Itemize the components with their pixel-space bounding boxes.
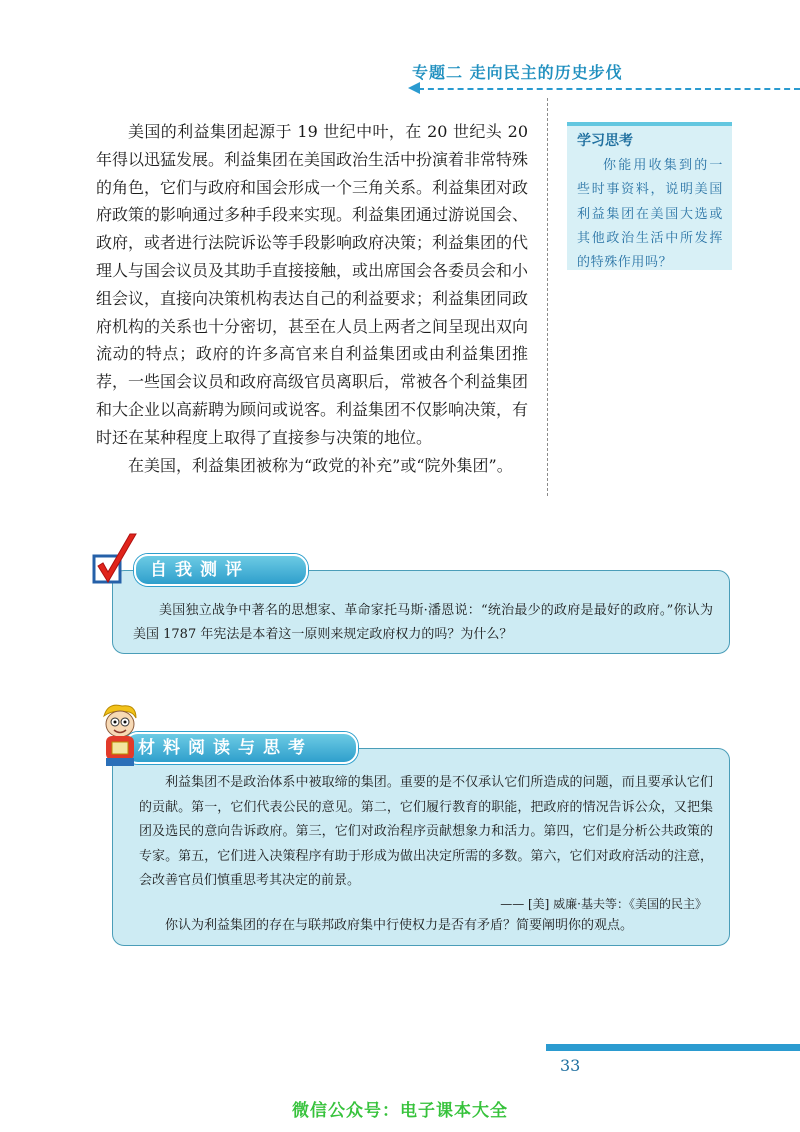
sidebar-study-think [567, 122, 732, 270]
sidebar-text: 你能用收集到的一些时事资料，说明美国利益集团在美国大选或其他政治生活中所发挥的特殊作用吗？ [577, 158, 723, 271]
check-mark-icon [86, 530, 146, 590]
body-paragraph: 在美国，利益集团被称为“政党的补充”或“院外集团”。 [128, 455, 513, 475]
reading-source: —— [美] 威廉·基夫等：《美国的民主》 [500, 896, 707, 911]
footer-bar [546, 1044, 800, 1051]
body-paragraph: 美国的利益集团起源于 19 世纪中叶，在 20 世纪头 20 年得以迅猛发展。利益集团在美国政治生活中扮演着非常特殊的角色，它们与政府和国会形成一个三角关系。利益集团对政府政策的影响通过多种手段来实现。利益集团通过游说国会、政府，或者进行法院诉讼等手段影响政府决策；利益集团的代理人与国会议员及其助手直接接触，或出席国会各委员会和小组会议，直接向决策机构表达自己的利益要求；利益集团同政府机构的关系也十分密切，甚至在人员上两者之间呈现出双向流动的特点；政府的许多高官来自利益集团或由利益集团推荐，一些国会议员和政府高级官员离职后，常被各个利益集团和大企业以高薪聘为顾问或说客。利益集团不仅影响决策，有时还在某种程度上取得了直接参与决策的地位。 [96, 122, 529, 447]
section-header-title: 专题二 走向民主的历史步伐 [412, 63, 623, 82]
reading-label: 材料阅读与思考 [124, 732, 358, 764]
cartoon-boy-icon [92, 702, 144, 768]
header-divider [418, 88, 800, 90]
main-text [96, 118, 528, 479]
page-number: 33 [560, 1056, 581, 1075]
self-test-text: 美国独立战争中著名的思想家、革命家托马斯·潘恩说：“统治最少的政府是最好的政府。”你认为美国 1787 年宪法是本着这一原则来规定政府权力的吗？为什么？ [133, 603, 713, 642]
reading-text: 利益集团不是政治体系中被取缔的集团。重要的是不仅承认它们所造成的问题，而且要承认它们的贡献。第一，它们代表公民的意见。第二，它们履行教育的职能，把政府的情况告诉公众，又把集团及选民的意向告诉政府。第三，它们对政治程序贡献想象力和活力。第四，它们是分析公共政策的专家。第五，它们进入决策程序有助于形成为做出决定所需的多数。第六，它们对政府活动的注意，会改善官员们慎重思考其决定的前景。 [139, 775, 713, 888]
reading-question: 你认为利益集团的存在与联邦政府集中行使权力是否有矛盾？简要阐明你的观点。 [165, 917, 634, 933]
reading-box [112, 748, 730, 946]
sidebar-title: 学习思考 [577, 133, 633, 149]
self-test-label: 自我测评 [134, 554, 308, 586]
watermark-text: 微信公众号：电子课本大全 [292, 1101, 508, 1121]
column-divider [547, 98, 548, 496]
